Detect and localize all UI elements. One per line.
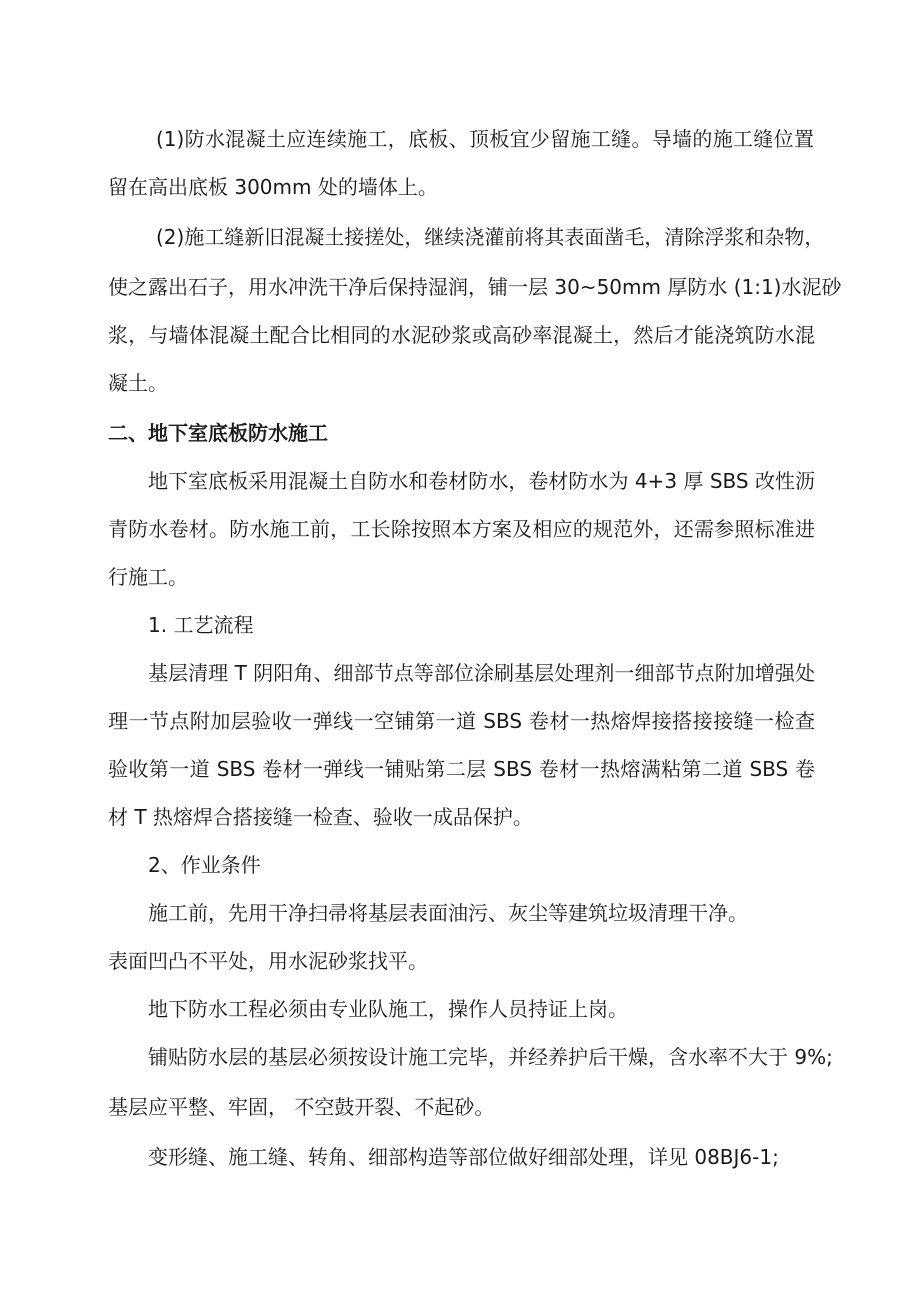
para2-line1: (2)施工缝新旧混凝土接搓处，继续浇灌前将其表面凿毛，清除浮浆和杂物， — [156, 225, 825, 249]
para4-line3: 验收第一道 SBS 卷材一弹线一铺贴第二层 SBS 卷材一热熔满粘第二道 SBS 卷 — [108, 757, 815, 781]
subheading-process-flow: 1. 工艺流程 — [148, 613, 254, 637]
para8-line2: 基层应平整、牢固， 不空鼓开裂、不起砂。 — [108, 1095, 495, 1119]
para5: 施工前，先用干净扫帚将基层表面油污、灰尘等建筑垃圾清理干净。 — [148, 901, 748, 925]
para1-line1: (1)防水混凝土应连续施工，底板、顶板宜少留施工缝。导墙的施工缝位置 — [156, 127, 814, 151]
para3-line1: 地下室底板采用混凝土自防水和卷材防水，卷材防水为 4+3 厚 SBS 改性沥 — [148, 469, 815, 493]
para2-line3: 浆，与墙体混凝土配合比相同的水泥砂浆或高砂率混凝土，然后才能浇筑防水混 — [108, 323, 815, 347]
para4-line2: 理一节点附加层验收一弹线一空铺第一道 SBS 卷材一热熔焊接搭接接缝一检查 — [108, 709, 815, 733]
para8-line1: 铺贴防水层的基层必须按设计施工完毕，并经养护后干燥，含水率不大于 9%; — [148, 1045, 833, 1069]
para2-line2: 使之露出石子，用水冲洗干净后保持湿润，铺一层 30~50mm 厚防水 (1:1)水泥砂 — [108, 275, 842, 299]
para9: 变形缝、施工缝、转角、细部构造等部位做好细部处理，详见 08BJ6-1; — [148, 1145, 779, 1169]
para6: 表面凹凸不平处，用水泥砂浆找平。 — [108, 949, 428, 973]
para4-line4: 材 T 热熔焊合搭接缝一检查、验收一成品保护。 — [108, 805, 533, 829]
para1-line2: 留在高出底板 300mm 处的墙体上。 — [108, 175, 438, 199]
subheading-work-conditions: 2、作业条件 — [148, 853, 261, 877]
para4-line1: 基层清理 T 阴阳角、细部节点等部位涂刷基层处理剂一细部节点附加增强处 — [148, 661, 815, 685]
para7: 地下防水工程必须由专业队施工，操作人员持证上岗。 — [148, 997, 628, 1021]
para3-line3: 行施工。 — [108, 565, 188, 589]
para3-line2: 青防水卷材。防水施工前，工长除按照本方案及相应的规范外，还需参照标准进 — [108, 517, 815, 541]
section-heading-2: 二、地下室底板防水施工 — [108, 421, 328, 445]
para2-line4: 凝土。 — [108, 371, 168, 395]
